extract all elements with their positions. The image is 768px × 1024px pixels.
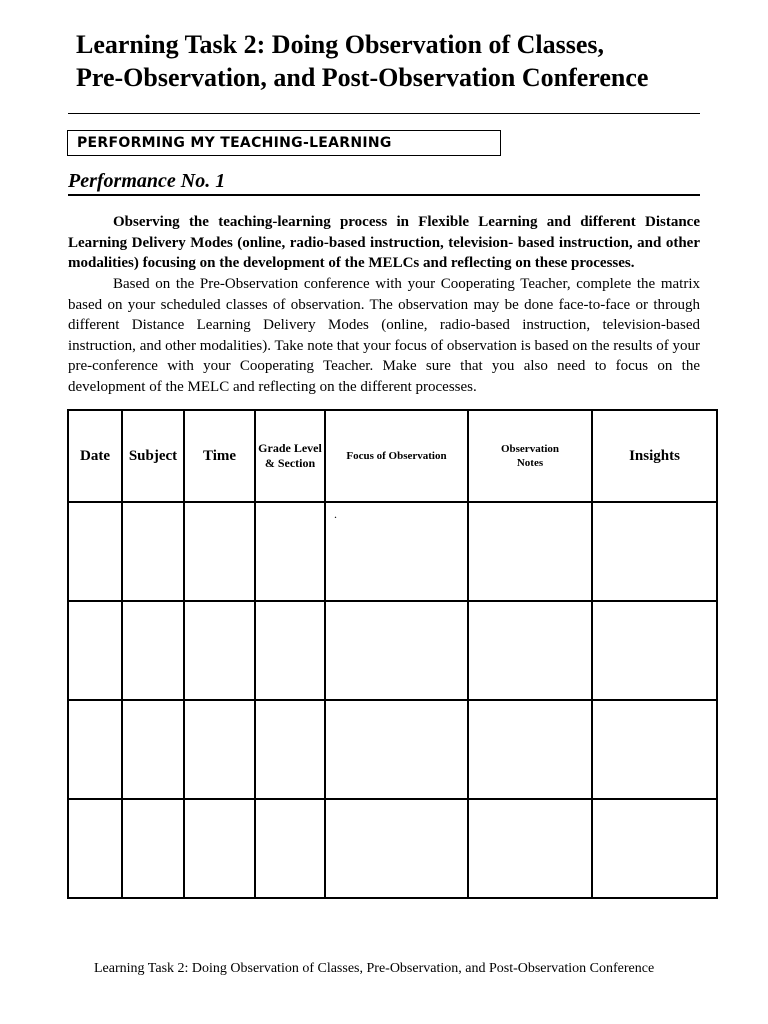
cell-focus[interactable] <box>325 799 468 898</box>
focus-mark: . <box>334 507 337 521</box>
cell-date[interactable] <box>68 601 122 700</box>
cell-notes[interactable] <box>468 601 592 700</box>
cell-time[interactable] <box>184 601 255 700</box>
cell-subject[interactable] <box>122 601 184 700</box>
cell-date[interactable] <box>68 502 122 601</box>
cell-subject[interactable] <box>122 799 184 898</box>
intro-paragraph: Observing the teaching-learning process in Flexible Learning and different Distance Learning Delivery Modes (online, radio-based instruction, television- based instruction, and other modalities) focusing on the development of the MELCs and reflecting on these processes. <box>68 214 700 271</box>
cell-notes[interactable] <box>468 502 592 601</box>
header-insights: Insights <box>592 410 717 502</box>
cell-date[interactable] <box>68 799 122 898</box>
table-row <box>68 700 717 799</box>
cell-notes[interactable] <box>468 799 592 898</box>
instructions-paragraph: Based on the Pre-Observation conference with your Cooperating Teacher, complete the matrix based on your scheduled classes of observation. The observation may be done face-to-face or through different Distance Learning Delivery Modes (online, radio-based instruction, television-based instruction, and other modalities). Take note that your focus of observation is based on the results of your pre-conference with your Cooperating Teacher. Make sure that you also need to focus on the development of the MELC and reflecting on the different processes. <box>68 276 700 395</box>
table-row <box>68 601 717 700</box>
cell-grade-level[interactable] <box>255 799 325 898</box>
cell-grade-level[interactable] <box>255 700 325 799</box>
cell-grade-level[interactable] <box>255 601 325 700</box>
cell-time[interactable] <box>184 502 255 601</box>
header-subject: Subject <box>122 410 184 502</box>
cell-focus[interactable] <box>325 700 468 799</box>
observation-matrix <box>67 409 718 899</box>
header-date: Date <box>68 410 122 502</box>
table-header-row <box>68 410 717 502</box>
header-notes: Observation Notes <box>468 410 592 502</box>
cell-time[interactable] <box>184 799 255 898</box>
cell-focus[interactable] <box>325 601 468 700</box>
cell-subject[interactable] <box>122 502 184 601</box>
header-grade-level: Grade Level & Section <box>255 410 325 502</box>
page-title <box>76 28 716 94</box>
cell-insights[interactable] <box>592 601 717 700</box>
cell-insights[interactable] <box>592 700 717 799</box>
cell-insights[interactable] <box>592 799 717 898</box>
cell-focus[interactable] <box>325 502 468 601</box>
performance-heading: Performance No. 1 <box>68 168 700 196</box>
cell-insights[interactable] <box>592 502 717 601</box>
section-label: PERFORMING MY TEACHING-LEARNING <box>67 130 501 156</box>
header-focus: Focus of Observation <box>325 410 468 502</box>
table-row <box>68 799 717 898</box>
cell-time[interactable] <box>184 700 255 799</box>
page-title-line-1: Learning Task 2: Doing Observation of Classes, <box>76 30 605 59</box>
cell-grade-level[interactable] <box>255 502 325 601</box>
cell-notes[interactable] <box>468 700 592 799</box>
header-time: Time <box>184 410 255 502</box>
page-title-line-2: Pre-Observation, and Post-Observation Conference <box>76 63 649 92</box>
table-row <box>68 502 717 601</box>
title-divider <box>68 113 700 114</box>
cell-subject[interactable] <box>122 700 184 799</box>
page-footer: Learning Task 2: Doing Observation of Classes, Pre-Observation, and Post-Observation Conference <box>94 961 655 976</box>
cell-date[interactable] <box>68 700 122 799</box>
